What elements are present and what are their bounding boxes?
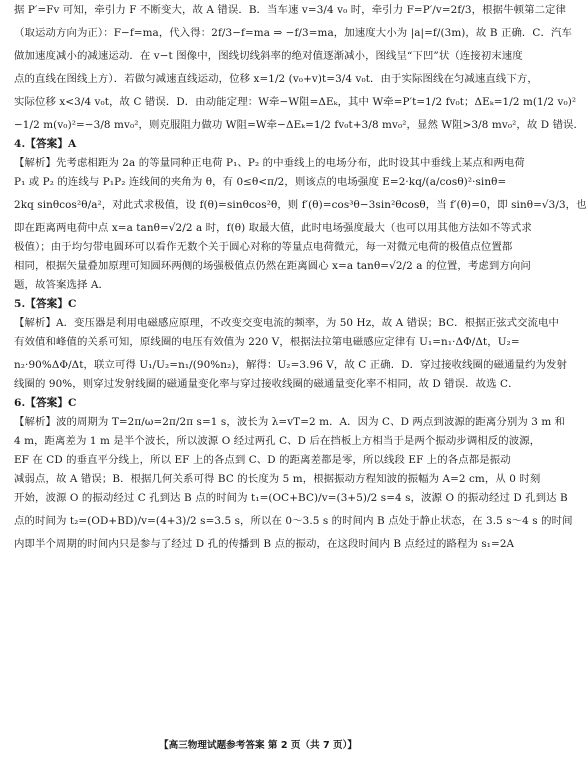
q6-section [14,397,573,551]
q4-line: 2kq sinθcos²θ/a²，对此式求极值，设 f(θ)=sinθcos²θ，则 f′(θ)=cos³θ−3sin²θcosθ，当 f′(θ)=0，即 sinθ=√3/3，也 [14,199,587,211]
q3-line: （取运动方向为正）：F−f=ma，代入得：2f/3−f=ma ⇒ −f/3=ma，加速度大小为 |a|=f/(3m)，故 B 正确．C．汽车 [14,27,572,39]
q5-answer: 5.【答案】C [14,298,77,310]
q5-line: n₂·90%ΔΦ/Δt，联立可得 U₁/U₂=n₁/(90%n₂)，解得：U₂=3.96 V，故 C 正确．D．穿过接收线圈的磁通量约为发射 [14,359,568,371]
q4-line: P₁ 或 P₂ 的连线与 P₁P₂ 连线间的夹角为 θ，有 0≤θ<π/2，则该点的电场强度 E=2·kq/(a/cosθ)²·sinθ= [14,176,507,188]
q4-answer: 4.【答案】A [14,138,77,150]
q6-line: 内即半个周期的时间内只是参与了经过 D 孔的传播到 B 点的振动，在这段时间内 B 点经过的路程为 s₁=2A [14,538,515,550]
q5-line: 线圈的 90%，则穿过发射线圈的磁通量变化率与穿过接收线圈的磁通量变化率不相同，故 D 错误．故选 C． [14,378,519,390]
q4-line: 即在距离两电荷中点 x=a tanθ=√2/2 a 时，f(θ) 取最大值，此时电场强度最大（也可以用其他方法如不等式求 [14,222,532,234]
q3-line: −1/2 m(v₀)²=−3/8 mv₀²，则克服阻力做功 W阻=W牵−ΔEₖ=1/2 fv₀t+3/8 mv₀²，显然 W阻>3/8 mv₀²，故 D 错误． [14,119,585,131]
q6-line: 4 m，距离差为 1 m 是半个波长，所以波源 O 经过两孔 C、D 后在挡板上方相当于是两个振动步调相反的波源， [14,435,541,447]
q3-line: 实际位移 x<3/4 v₀t，故 C 错误．D．由动能定理：W牵−W阻=ΔEₖ，其中 W牵=P′t=1/2 fv₀t；ΔEₖ=1/2 m(1/2 v₀)² [14,96,577,108]
q3-continuation [14,4,585,132]
q4-line: 相同，根据矢量叠加原理可知圆环两侧的场强极值点仍然在距离圆心 x=a tanθ=√2/2 a 的位置，考虑到方向问 [14,260,531,272]
page-footer: 【高三物理试题参考答案 第 2 页（共 7 页）】 [159,740,357,751]
q6-line: 点的时间为 t₂=(OD+BD)/v=(4+3)/2 s=3.5 s，所以在 0～3.5 s 的时间内 B 点处于静止状态，在 3.5 s～4 s 的时间 [14,515,573,527]
q5-section [14,298,568,391]
q5-line: 【解析】A．变压器是利用电磁感应原理，不改变交变电流的频率，为 50 Hz，故 A 错误；BC．根据正弦式交流电中 [14,317,560,329]
q5-line: 有效值和峰值的关系可知，原线圈的电压有效值为 220 V，根据法拉第电磁感应定律有 U₁=n₁·ΔΦ/Δt，U₂= [14,336,520,348]
q3-line: 做加速度减小的减速运动．在 v−t 图像中，图线切线斜率的绝对值逐渐减小，图线呈“下凹”状（连接初末速度 [14,50,523,62]
q3-line: 据 P′=Fv 可知，牵引力 F 不断变大，故 A 错误．B．当车速 v=3/4 v₀ 时，牵引力 F=P′/v=2f/3，根据牛顿第二定律 [14,4,567,16]
q6-line: 开始，波源 O 的振动经过 C 孔到达 B 点的时间为 t₁=(OC+BC)/v=(3+5)/2 s=4 s，波源 O 的振动经过 D 孔到达 B [14,492,568,504]
q3-line: 点的直线在图线上方）．若做匀减速直线运动，位移 x=1/2 (v₀+v)t=3/4 v₀t．由于实际图线在匀减速直线下方， [14,73,538,85]
q4-section [14,138,587,292]
q6-line: 减弱点，故 A 错误；B．根据几何关系可得 BC 的长度为 5 m，根据振动方程知波的振幅为 A=2 cm，从 0 时刻 [14,473,541,485]
q4-line: 题，故答案选择 A． [14,279,109,291]
q6-answer: 6.【答案】C [14,397,77,409]
q4-line: 极值）；由于均匀带电圆环可以看作无数个关于圆心对称的等量点电荷微元，每一对微元电荷的极值点位置都 [14,241,513,253]
q4-line: 【解析】先考虑相距为 2a 的等量同种正电荷 P₁、P₂ 的中垂线上的电场分布，此时设其中垂线上某点和两电荷 [14,157,525,169]
q6-line: 【解析】波的周期为 T=2π/ω=2π/2π s=1 s，波长为 λ=vT=2 m．A．因为 C、D 两点到波源的距离分别为 3 m 和 [14,416,566,428]
q6-line: EF 在 CD 的垂直平分线上，所以 EF 上的各点到 C、D 的距离差都是零，所以线段 EF 上的各点都是振动 [14,454,511,466]
